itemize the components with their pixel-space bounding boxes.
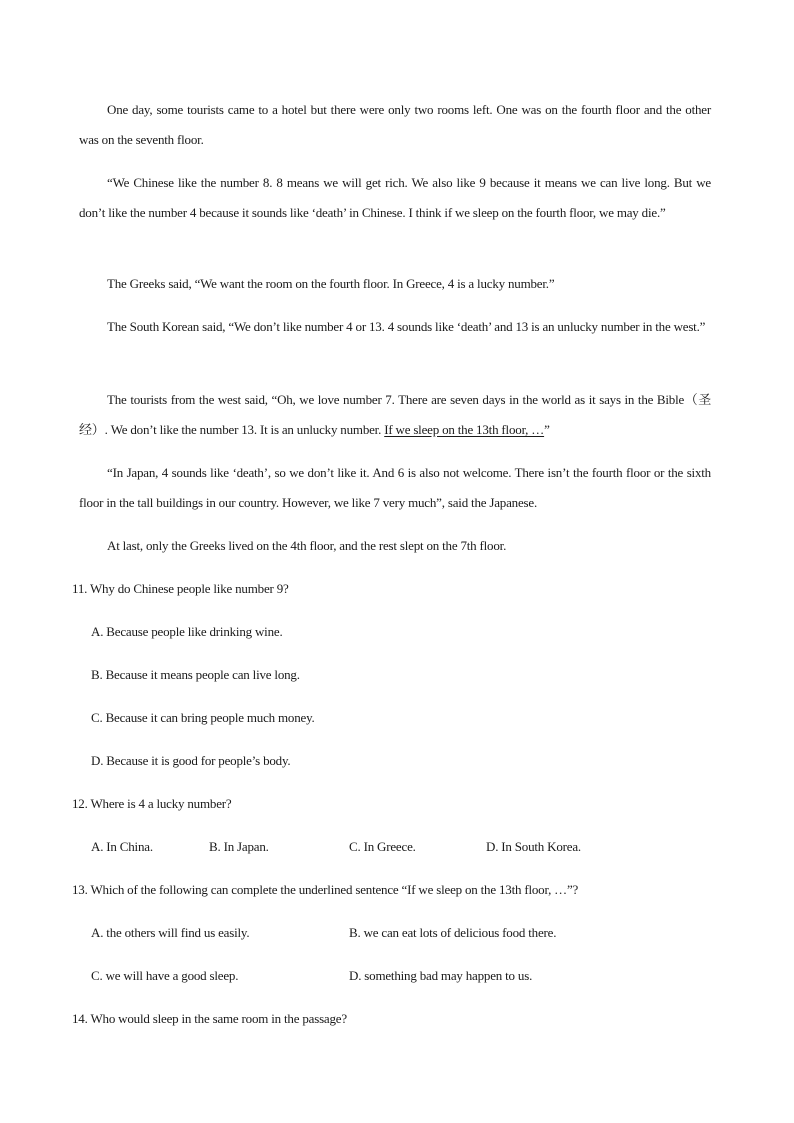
question-11-option-b: B. Because it means people can live long. bbox=[91, 667, 300, 682]
question-11-option-d: D. Because it is good for people’s body. bbox=[91, 753, 291, 768]
passage-paragraph-6: “In Japan, 4 sounds like ‘death’, so we don’t like it. And 6 is also not welcome. There isn’t the fourth floor or the sixth floor in the tall buildings in our country. However, we like 7 very much”, said the Japanese. bbox=[79, 465, 711, 510]
passage-paragraph-2: “We Chinese like the number 8. 8 means we will get rich. We also like 9 because it means we can live long. But we don’t like the number 4 because it sounds like ‘death’ in Chinese. I think if we sleep on the fourth floor, we may die.” bbox=[79, 175, 711, 220]
question-14-stem: 14. Who would sleep in the same room in the passage? bbox=[72, 1011, 347, 1026]
question-11-option-a: A. Because people like drinking wine. bbox=[91, 624, 283, 639]
question-13-option-d: D. something bad may happen to us. bbox=[349, 968, 533, 983]
passage-paragraph-3: The Greeks said, “We want the room on the fourth floor. In Greece, 4 is a lucky number.” bbox=[107, 276, 555, 291]
question-13-option-c: C. we will have a good sleep. bbox=[91, 968, 239, 983]
question-13-stem: 13. Which of the following can complete the underlined sentence “If we sleep on the 13th floor, …”? bbox=[72, 882, 579, 897]
passage-paragraph-7: At last, only the Greeks lived on the 4th floor, and the rest slept on the 7th floor. bbox=[107, 538, 507, 553]
question-11-stem: 11. Why do Chinese people like number 9? bbox=[72, 581, 289, 596]
question-12-stem: 12. Where is 4 a lucky number? bbox=[72, 796, 232, 811]
paragraph-5-text: The tourists from the west said, “Oh, we love number 7. There are seven days in the world as it says in the Bible（圣经）. We don’t like the number 13. It is an unlucky number. bbox=[79, 392, 711, 437]
passage-paragraph-1: One day, some tourists came to a hotel but there were only two rooms left. One was on the fourth floor and the other was on the seventh floor. bbox=[79, 102, 711, 147]
question-12-option-a: A. In China. bbox=[91, 839, 153, 854]
question-12-option-c: C. In Greece. bbox=[349, 839, 416, 854]
question-11-option-c: C. Because it can bring people much money. bbox=[91, 710, 315, 725]
passage-paragraph-4: The South Korean said, “We don’t like number 4 or 13. 4 sounds like ‘death’ and 13 is an unlucky number in the west.” bbox=[107, 319, 706, 334]
question-12-option-b: B. In Japan. bbox=[209, 839, 269, 854]
underlined-sentence: If we sleep on the 13th floor, … bbox=[384, 422, 545, 437]
passage-paragraph-5 bbox=[79, 385, 711, 445]
question-13-option-b: B. we can eat lots of delicious food there. bbox=[349, 925, 557, 940]
question-13-option-a: A. the others will find us easily. bbox=[91, 925, 250, 940]
question-12-option-d: D. In South Korea. bbox=[486, 839, 581, 854]
closing-quote: ” bbox=[544, 422, 550, 437]
